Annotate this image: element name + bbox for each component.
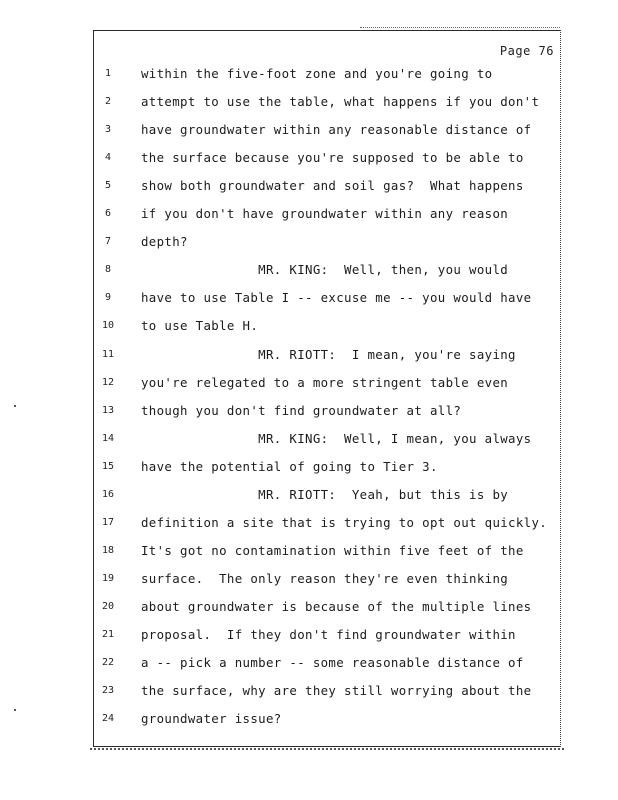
line-number: 20 <box>101 600 115 612</box>
transcript-line <box>0 290 618 310</box>
line-number: 9 <box>104 292 112 304</box>
line-text: MR. KING: Well, then, you would <box>141 262 509 278</box>
line-text: attempt to use the table, what happens if you don't <box>141 94 540 110</box>
transcript-line <box>0 543 618 563</box>
line-text: MR. RIOTT: I mean, you're saying <box>141 346 516 362</box>
transcript-line <box>0 206 618 226</box>
line-number: 19 <box>101 572 115 584</box>
transcript-line <box>0 683 618 703</box>
line-text: within the five-foot zone and you're going to <box>141 66 493 81</box>
line-text: the surface, why are they still worrying about the <box>141 683 532 699</box>
line-text: MR. RIOTT: Yeah, but this is by <box>141 486 509 502</box>
line-number: 11 <box>101 348 115 360</box>
line-text: to use Table H. <box>141 318 259 334</box>
line-text: have to use Table I -- excuse me -- you would have <box>141 290 532 306</box>
transcript-line <box>0 262 618 282</box>
transcript-line <box>0 627 618 647</box>
line-number: 17 <box>101 516 115 528</box>
line-number: 6 <box>104 208 112 220</box>
line-number: 13 <box>101 404 115 416</box>
transcript-line <box>0 122 618 142</box>
line-number: 2 <box>104 96 112 108</box>
line-number: 3 <box>104 124 112 136</box>
line-number: 15 <box>101 460 115 472</box>
transcript-line <box>0 459 618 479</box>
line-number: 7 <box>104 236 112 248</box>
transcript-line <box>0 375 618 395</box>
transcript-line <box>0 711 618 731</box>
line-number: 16 <box>101 488 115 500</box>
line-number: 12 <box>101 376 115 388</box>
line-text: surface. The only reason they're even thinking <box>141 570 509 586</box>
line-number: 4 <box>104 152 112 164</box>
line-number: 18 <box>101 544 115 556</box>
line-text: though you don't find groundwater at all? <box>141 402 462 418</box>
line-text: show both groundwater and soil gas? What happens <box>141 178 524 194</box>
line-text: proposal. If they don't find groundwater within <box>141 627 516 642</box>
transcript-line <box>0 234 618 254</box>
line-number: 24 <box>101 713 115 725</box>
line-number: 21 <box>101 629 115 640</box>
transcript-line <box>0 403 618 423</box>
line-text: MR. KING: Well, I mean, you always <box>141 430 532 446</box>
line-number: 14 <box>101 432 115 444</box>
line-number: 8 <box>104 264 112 276</box>
transcript-line <box>0 655 618 675</box>
line-number: 22 <box>101 657 115 669</box>
transcript-line <box>0 94 618 114</box>
line-text: It's got no contamination within five feet of the <box>141 542 524 558</box>
line-text: have the potential of going to Tier 3. <box>141 458 438 474</box>
scan-speck <box>14 709 16 711</box>
line-number: 10 <box>101 320 115 332</box>
line-text: definition a site that is trying to opt out quickly. <box>141 514 548 530</box>
transcript-line <box>0 487 618 507</box>
line-text: have groundwater within any reasonable distance of <box>141 122 532 138</box>
transcript-line <box>0 150 618 170</box>
page-number: Page 76 <box>499 44 554 58</box>
transcript-line <box>0 347 618 367</box>
line-text: groundwater issue? <box>141 711 282 727</box>
line-number: 5 <box>104 180 112 192</box>
line-number: 1 <box>104 68 112 79</box>
transcript-line <box>0 599 618 619</box>
line-number: 23 <box>101 685 115 697</box>
transcript-line <box>0 515 618 535</box>
line-text: the surface because you're supposed to be able to <box>141 150 524 166</box>
transcript-line <box>0 66 618 86</box>
line-text: a -- pick a number -- some reasonable distance of <box>141 655 524 671</box>
transcript-line <box>0 318 618 338</box>
transcript-line <box>0 178 618 198</box>
line-text: if you don't have groundwater within any reason <box>141 206 509 222</box>
transcript-line <box>0 571 618 591</box>
scan-speck <box>14 405 16 407</box>
line-text: about groundwater is because of the multiple lines <box>141 598 532 614</box>
transcript-line <box>0 431 618 451</box>
scan-bottom-marks <box>90 748 564 754</box>
line-text: you're relegated to a more stringent table even <box>141 374 509 390</box>
line-text: depth? <box>141 234 188 250</box>
